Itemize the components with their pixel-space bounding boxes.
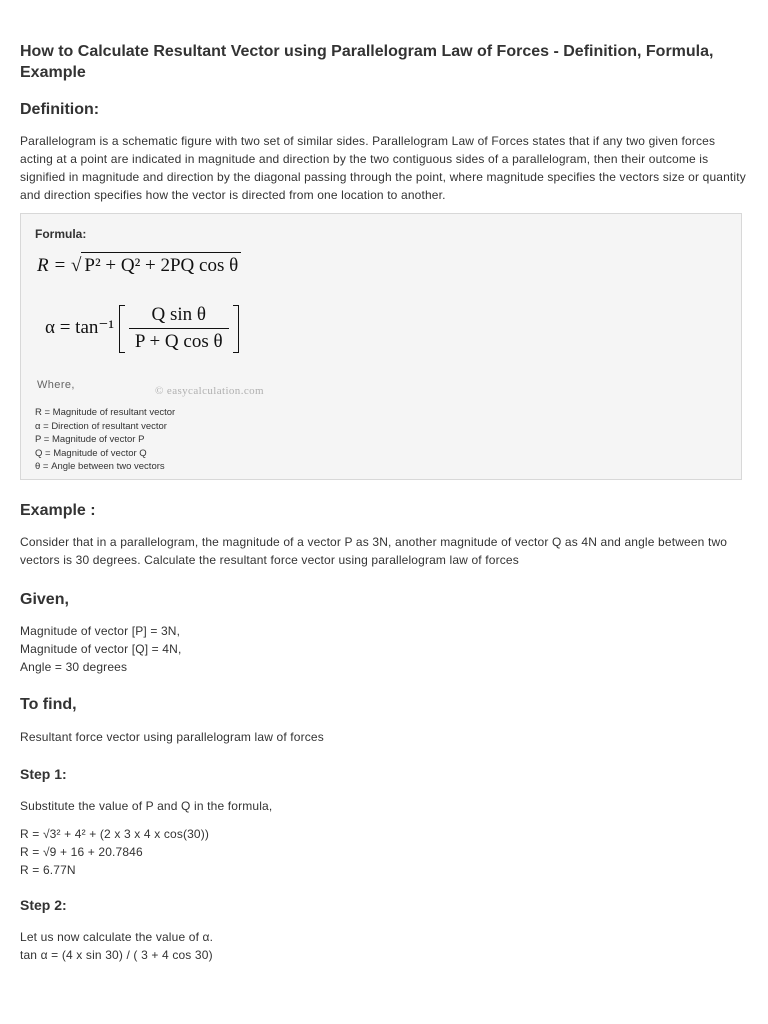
resultant-formula — [37, 252, 241, 277]
resultant-radicand: P² + Q² + 2PQ cos θ — [81, 252, 241, 277]
step1-calculation — [20, 825, 748, 879]
legend-item: α = Direction of resultant vector — [35, 420, 167, 432]
to-find-heading: To find, — [20, 696, 77, 713]
definition-heading: Definition: — [20, 101, 100, 118]
square-root: √ P² + Q² + 2PQ cos θ — [71, 252, 241, 277]
given-item: Magnitude of vector [Q] = 4N, — [20, 642, 182, 656]
calc-line: Let us now calculate the value of α. — [20, 930, 214, 944]
given-list — [20, 622, 748, 676]
direction-lhs: α = tan⁻¹ — [45, 316, 115, 338]
direction-fraction — [129, 304, 229, 353]
formula-label: Formula: — [35, 227, 87, 241]
page-title: How to Calculate Resultant Vector using Parallelogram Law of Forces - Definition, Formula, Example — [20, 43, 714, 81]
direction-formula — [45, 304, 239, 353]
step1-text: Substitute the value of P and Q in the formula, — [20, 799, 273, 813]
step1-heading: Step 1: — [20, 766, 67, 782]
calc-line: tan α = (4 x sin 30) / ( 3 + 4 cos 30) — [20, 948, 213, 962]
variable-legend — [35, 406, 175, 474]
legend-item: Q = Magnitude of vector Q — [35, 447, 147, 459]
given-item: Magnitude of vector [P] = 3N, — [20, 624, 181, 638]
calc-line: R = 6.77N — [20, 863, 76, 877]
where-label: Where, — [37, 379, 75, 391]
right-bracket — [233, 305, 239, 353]
legend-item: θ = Angle between two vectors — [35, 461, 165, 472]
definition-text: Parallelogram is a schematic figure with two set of similar sides. Parallelogram Law of Forces states that if any two given forces acting at a point are indicated in magnitude and direction by the two contiguous sides of a parallelogram, then their outcome is signified in magnitude and direction by the diagonal passing through the point, where magnitude specifies the vectors size or quantity and direction specifies how the vector is directed from one location to another. — [20, 134, 746, 202]
watermark: © easycalculation.com — [155, 385, 264, 397]
left-bracket — [119, 305, 125, 353]
given-item: Angle = 30 degrees — [20, 660, 128, 674]
fraction-numerator: Q sin θ — [129, 304, 229, 329]
given-heading: Given, — [20, 591, 69, 608]
to-find-text: Resultant force vector using parallelogram law of forces — [20, 730, 324, 744]
formula-box — [20, 213, 742, 480]
example-heading: Example : — [20, 502, 96, 519]
legend-item: R = Magnitude of resultant vector — [35, 407, 176, 418]
legend-item: P = Magnitude of vector P — [35, 434, 145, 445]
fraction-denominator: P + Q cos θ — [134, 331, 223, 352]
step2-heading: Step 2: — [20, 897, 67, 913]
calc-line: R = √9 + 16 + 20.7846 — [20, 845, 143, 859]
calc-line: R = √3² + 4² + (2 x 3 x 4 x cos(30)) — [20, 827, 210, 841]
step2-calculation — [20, 928, 748, 964]
resultant-lhs: R = — [37, 255, 71, 276]
example-text: Consider that in a parallelogram, the magnitude of a vector P as 3N, another magnitude of vector Q as 4N and angle between two vectors is 30 degrees. Calculate the resultant force vector using parallelogram law of forces — [20, 535, 728, 567]
